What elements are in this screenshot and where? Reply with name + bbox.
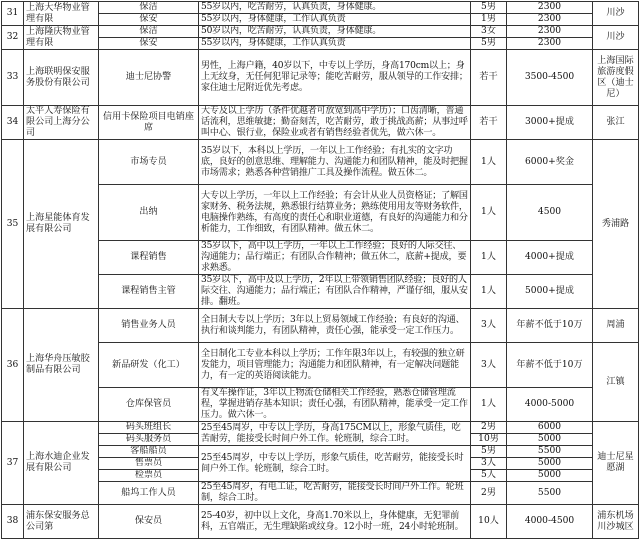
headcount: 3人 bbox=[471, 458, 507, 470]
position: 售票员 bbox=[99, 458, 199, 470]
headcount: 1人 bbox=[471, 275, 507, 309]
position: 保安员 bbox=[99, 505, 199, 539]
row-number: 36 bbox=[2, 309, 24, 422]
table-row bbox=[2, 505, 639, 539]
table-row bbox=[2, 106, 639, 140]
position: 客船船员 bbox=[99, 446, 199, 458]
salary: 年薪不低于10万 bbox=[507, 309, 593, 343]
company-name: 上海水迪企业发展有限公司 bbox=[24, 422, 99, 505]
work-location: 江镇 bbox=[593, 343, 639, 422]
headcount: 3人 bbox=[471, 309, 507, 343]
headcount: 3女 bbox=[471, 26, 507, 38]
requirements: 35岁以下，高中以上学历，一年以上工作经验；良好的人际交往、沟通能力；品行端正；有团队合作精神；做五休二，底薪+提成，要求熟悉。 bbox=[199, 241, 471, 275]
requirements: 全日制化工专业本科以上学历；工作年限3年以上，有较强的独立研发能力，项目管理能力；沟通能力和团队精神，有一定解决问题能力，有一定的英语阅读能力。 bbox=[199, 343, 471, 388]
salary: 3000+提成 bbox=[507, 106, 593, 140]
salary: 2300 bbox=[507, 14, 593, 26]
table-row bbox=[2, 140, 639, 185]
work-location: 秀浦路 bbox=[593, 140, 639, 309]
salary: 5000 bbox=[507, 458, 593, 470]
work-location: 周浦 bbox=[593, 309, 639, 343]
table-row bbox=[2, 422, 639, 434]
salary: 2300 bbox=[507, 38, 593, 50]
position: 保洁 bbox=[99, 26, 199, 38]
salary: 4000+提成 bbox=[507, 241, 593, 275]
position: 课程销售主管 bbox=[99, 275, 199, 309]
position: 市场专员 bbox=[99, 140, 199, 185]
company-name: 浦东保安服务总公司第 bbox=[24, 505, 99, 539]
position: 保安 bbox=[99, 14, 199, 26]
requirements: 35岁以下，高中及以上学历，2年以上带领销售团队经验；良好的人际交往、沟通能力；品行端正；有团队合作精神，严谨仔细，服从安排。翻班。 bbox=[199, 275, 471, 309]
requirements: 大专以上学历，一年以上工作经验；有会计从业人员资格证；了解国家财务、税务法规，熟悉银行结算业务；熟练使用用友等财务软件，电脑操作熟练，有高度的责任心和职业道德，有良好的沟通能力和分析能力，工作细致，有团队精神。做五休二。 bbox=[199, 185, 471, 241]
headcount: 若干 bbox=[471, 106, 507, 140]
position: 检票员 bbox=[99, 470, 199, 482]
salary: 4000-5000 bbox=[507, 388, 593, 422]
position: 码头服务员 bbox=[99, 434, 199, 446]
requirements: 25至45周岁，中专以上学历，身高175CM以上，形象气质佳，吃苦耐劳，能接受长时间户外工作。轮班制，综合工时。 bbox=[199, 422, 471, 446]
salary: 5500 bbox=[507, 446, 593, 458]
table-row bbox=[2, 309, 639, 343]
table-row bbox=[2, 2, 639, 14]
position: 船坞工作人员 bbox=[99, 482, 199, 505]
requirements: 55岁以内，身体健康，工作认真负责 bbox=[199, 14, 471, 26]
salary: 5500 bbox=[507, 482, 593, 505]
requirements: 35岁以下，本科以上学历，一年以上工作经验；有扎实的文字功底，良好的创意思维、理解能力、沟通能力和团队精神，能及时把握市场需求；熟悉各种营销推广工具及操作流程。做五休二。 bbox=[199, 140, 471, 185]
salary: 4500 bbox=[507, 185, 593, 241]
requirements: 55岁以内，吃苦耐劳，认真负责，身体健康。 bbox=[199, 2, 471, 14]
headcount: 1人 bbox=[471, 388, 507, 422]
salary: 5000 bbox=[507, 434, 593, 446]
position: 保洁 bbox=[99, 2, 199, 14]
work-location: 迪士尼星愿湖 bbox=[593, 422, 639, 505]
headcount: 若干 bbox=[471, 50, 507, 106]
requirements: 25-40岁，初中以上文化，身高1.70米以上，身体健康，无犯罪前科，五官端正，无生理缺陷或纹身。12小时一班，24小时轮班制。 bbox=[199, 505, 471, 539]
company-name: 上海联明保安服务股份有限公司 bbox=[24, 50, 99, 106]
row-number: 34 bbox=[2, 106, 24, 140]
salary: 6000+奖金 bbox=[507, 140, 593, 185]
table-row bbox=[2, 26, 639, 38]
headcount: 2男 bbox=[471, 482, 507, 505]
position: 信用卡保险项目电销座席 bbox=[99, 106, 199, 140]
company-name: 太平人寿保险有限公司上海分公司 bbox=[24, 106, 99, 140]
salary: 6000 bbox=[507, 422, 593, 434]
company-name: 上海星能体育发展有限公司 bbox=[24, 140, 99, 309]
row-number: 37 bbox=[2, 422, 24, 505]
position: 课程销售 bbox=[99, 241, 199, 275]
job-listing-table bbox=[1, 1, 639, 539]
salary: 2300 bbox=[507, 26, 593, 38]
work-location: 浦东机场川沙城区 bbox=[593, 505, 639, 539]
salary: 2300 bbox=[507, 2, 593, 14]
row-number: 35 bbox=[2, 140, 24, 309]
requirements: 50岁以内，吃苦耐劳，认真负责，身体健康。 bbox=[199, 26, 471, 38]
work-location: 张江 bbox=[593, 106, 639, 140]
salary: 4000-4500 bbox=[507, 505, 593, 539]
position: 码头班组长 bbox=[99, 422, 199, 434]
headcount: 5男 bbox=[471, 38, 507, 50]
salary: 5000 bbox=[507, 470, 593, 482]
requirements: 大专及以上学历（条件优越者可放宽到高中学历）；口齿清晰，普通话流利，思维敏捷；勤奋刻苦，吃苦耐劳，敢于挑战高薪；从事过呼叫中心、银行业，保险业或者有销售经验者优先，做六休一。 bbox=[199, 106, 471, 140]
requirements: 55岁以内，身体健康，工作认真负责 bbox=[199, 38, 471, 50]
position: 迪士尼协警 bbox=[99, 50, 199, 106]
headcount: 1人 bbox=[471, 185, 507, 241]
company-name: 上海华舟压敏胶制品有限公司 bbox=[24, 309, 99, 422]
company-name: 上海大华物业管理有限 bbox=[24, 2, 99, 26]
headcount: 10人 bbox=[471, 505, 507, 539]
row-number: 33 bbox=[2, 50, 24, 106]
salary: 5000+提成 bbox=[507, 275, 593, 309]
requirements: 25至45周岁，中专以上学历，形象气质佳，吃苦耐劳，能接受长时间户外工作。轮班制，综合工时。 bbox=[199, 446, 471, 482]
position: 仓库保管员 bbox=[99, 388, 199, 422]
headcount: 5男 bbox=[471, 2, 507, 14]
headcount: 1男 bbox=[471, 14, 507, 26]
headcount: 2男 bbox=[471, 422, 507, 434]
headcount: 5男 bbox=[471, 446, 507, 458]
headcount: 1人 bbox=[471, 140, 507, 185]
position: 销售业务人员 bbox=[99, 309, 199, 343]
position: 新品研发（化工） bbox=[99, 343, 199, 388]
requirements: 25至45周岁，有电工证，吃苦耐劳，能接受长时间户外工作。轮班制，综合工时。 bbox=[199, 482, 471, 505]
table-row bbox=[2, 50, 639, 106]
row-number: 32 bbox=[2, 26, 24, 50]
work-location: 川沙 bbox=[593, 26, 639, 50]
requirements: 有叉车操作证，3年以上物流仓储相关工作经验，熟悉仓储管理流程，掌握进销存基本知识；责任心强，有团队精神，能承受一定工作压力。做六休一。 bbox=[199, 388, 471, 422]
work-location: 上海国际旅游度假区（迪士尼） bbox=[593, 50, 639, 106]
headcount: 3人 bbox=[471, 343, 507, 388]
row-number: 31 bbox=[2, 2, 24, 26]
position: 保安 bbox=[99, 38, 199, 50]
headcount: 1人 bbox=[471, 241, 507, 275]
work-location: 川沙 bbox=[593, 2, 639, 26]
requirements: 全日制大专以上学历；3年以上贸易领域工作经验；有良好的沟通、执行和谈判能力，有团队精神，责任心强，能承受一定工作压力。 bbox=[199, 309, 471, 343]
requirements: 男性，上海户籍，40岁以下，中专以上学历，身高170cm以上；身上无纹身，无任何犯罪记录等；能吃苦耐劳，服从领导的工作安排；家住迪士尼附近优先考虑。 bbox=[199, 50, 471, 106]
row-number: 38 bbox=[2, 505, 24, 539]
salary: 年薪不低于10万 bbox=[507, 343, 593, 388]
salary: 3500-4500 bbox=[507, 50, 593, 106]
company-name: 上海隆庆物业管理有限 bbox=[24, 26, 99, 50]
headcount: 10男 bbox=[471, 434, 507, 446]
headcount: 5人 bbox=[471, 470, 507, 482]
position: 出纳 bbox=[99, 185, 199, 241]
